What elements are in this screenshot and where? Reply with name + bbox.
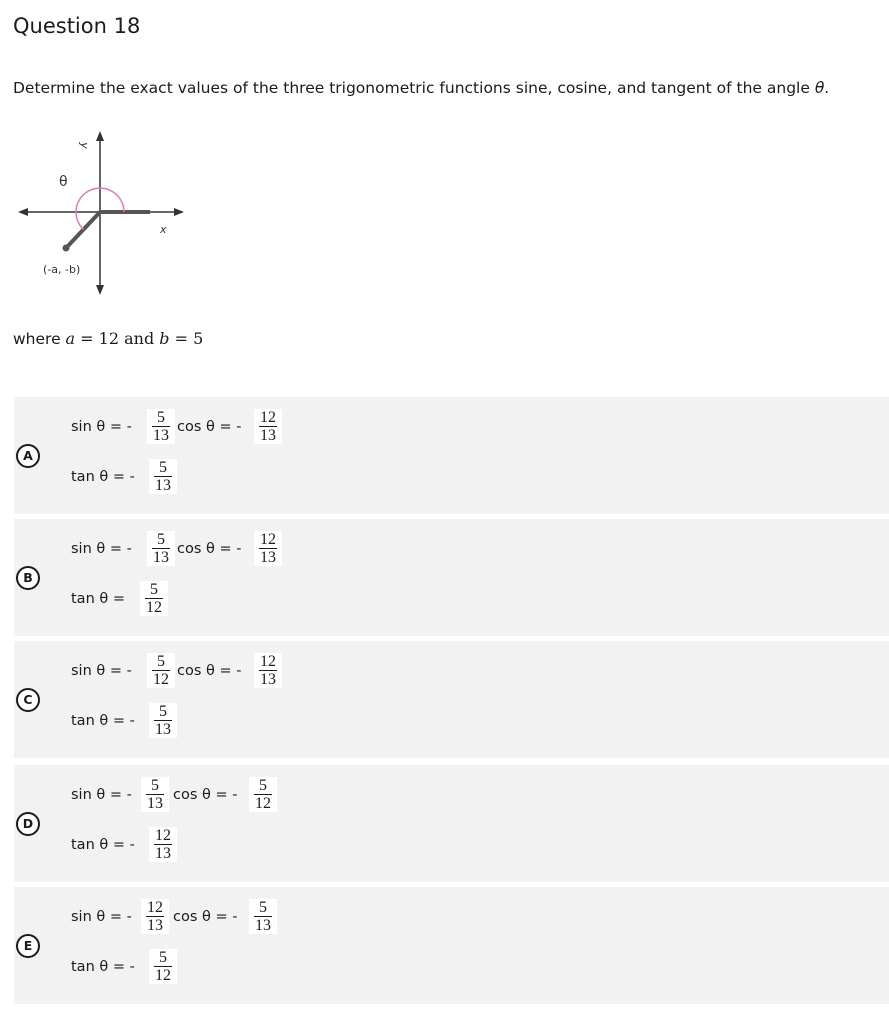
tan-fraction bbox=[149, 827, 177, 862]
y-axis-down-arrow-icon bbox=[96, 285, 104, 295]
cos-label: cos θ = - bbox=[177, 541, 242, 557]
sin-denominator: 13 bbox=[147, 795, 163, 812]
sin-denominator: 12 bbox=[153, 671, 169, 688]
sin-numerator: 5 bbox=[157, 653, 165, 670]
cos-numerator: 12 bbox=[260, 531, 276, 548]
sin-denominator: 13 bbox=[147, 917, 163, 934]
terminal-point bbox=[63, 245, 70, 252]
answer-option-a[interactable] bbox=[14, 397, 889, 514]
cos-label: cos θ = - bbox=[177, 663, 242, 679]
tan-fraction bbox=[149, 703, 177, 738]
cos-numerator: 12 bbox=[260, 409, 276, 426]
tan-label: tan θ = bbox=[71, 591, 125, 607]
cos-numerator: 5 bbox=[259, 777, 267, 794]
cos-label: cos θ = - bbox=[177, 419, 242, 435]
question-title: Question 18 bbox=[13, 14, 141, 38]
sin-numerator: 12 bbox=[147, 899, 163, 916]
a-variable: a bbox=[65, 329, 76, 348]
y-axis-label: y bbox=[77, 142, 91, 149]
cos-label: cos θ = - bbox=[173, 787, 238, 803]
tan-denominator: 13 bbox=[155, 845, 171, 862]
point-label: (-a, -b) bbox=[43, 263, 81, 276]
angle-figure bbox=[16, 128, 191, 300]
tan-numerator: 5 bbox=[159, 703, 167, 720]
tan-numerator: 5 bbox=[150, 581, 158, 598]
prompt-theta-symbol: θ bbox=[814, 79, 825, 97]
answer-option-e[interactable] bbox=[14, 887, 889, 1004]
answer-option-d[interactable] bbox=[14, 765, 889, 882]
sin-denominator: 13 bbox=[153, 427, 169, 444]
theta-label: θ bbox=[59, 174, 68, 190]
cos-fraction bbox=[249, 899, 277, 934]
option-letter-b[interactable]: B bbox=[16, 566, 40, 590]
tan-fraction bbox=[149, 949, 177, 984]
sin-numerator: 5 bbox=[157, 409, 165, 426]
cos-denominator: 13 bbox=[260, 671, 276, 688]
b-equation: = 5 bbox=[169, 329, 204, 348]
tan-label: tan θ = - bbox=[71, 837, 135, 853]
tan-denominator: 12 bbox=[155, 967, 171, 984]
option-letter-a[interactable]: A bbox=[16, 444, 40, 468]
x-axis-label: x bbox=[160, 223, 167, 236]
sin-label: sin θ = - bbox=[71, 787, 132, 803]
prompt-period: . bbox=[824, 79, 830, 97]
sin-fraction bbox=[147, 653, 175, 688]
cos-numerator: 12 bbox=[260, 653, 276, 670]
sin-label: sin θ = - bbox=[71, 541, 132, 557]
sin-numerator: 5 bbox=[157, 531, 165, 548]
b-variable: b bbox=[159, 329, 170, 348]
tan-denominator: 12 bbox=[146, 599, 162, 616]
tan-fraction bbox=[140, 581, 168, 616]
sin-label: sin θ = - bbox=[71, 909, 132, 925]
cos-fraction bbox=[254, 409, 282, 444]
tan-numerator: 5 bbox=[159, 459, 167, 476]
cos-denominator: 12 bbox=[255, 795, 271, 812]
sin-denominator: 13 bbox=[153, 549, 169, 566]
cos-numerator: 5 bbox=[259, 899, 267, 916]
tan-denominator: 13 bbox=[155, 477, 171, 494]
sin-fraction bbox=[147, 409, 175, 444]
sin-fraction bbox=[141, 899, 169, 934]
cos-denominator: 13 bbox=[260, 549, 276, 566]
question-prompt bbox=[13, 79, 829, 97]
cos-label: cos θ = - bbox=[173, 909, 238, 925]
cos-fraction bbox=[254, 531, 282, 566]
cos-fraction bbox=[254, 653, 282, 688]
cos-denominator: 13 bbox=[255, 917, 271, 934]
a-equation: = 12 and bbox=[75, 329, 160, 348]
sin-label: sin θ = - bbox=[71, 663, 132, 679]
option-letter-e[interactable]: E bbox=[16, 934, 40, 958]
tan-numerator: 12 bbox=[155, 827, 171, 844]
sin-fraction bbox=[141, 777, 169, 812]
option-letter-d[interactable]: D bbox=[16, 812, 40, 836]
tan-label: tan θ = - bbox=[71, 469, 135, 485]
x-axis-left-arrow-icon bbox=[18, 208, 28, 216]
answer-option-b[interactable] bbox=[14, 519, 889, 636]
given-values bbox=[13, 329, 203, 348]
y-axis-up-arrow-icon bbox=[96, 131, 104, 141]
cos-fraction bbox=[249, 777, 277, 812]
sin-label: sin θ = - bbox=[71, 419, 132, 435]
tan-denominator: 13 bbox=[155, 721, 171, 738]
sin-numerator: 5 bbox=[151, 777, 159, 794]
option-letter-c[interactable]: C bbox=[16, 688, 40, 712]
tan-label: tan θ = - bbox=[71, 713, 135, 729]
tan-numerator: 5 bbox=[159, 949, 167, 966]
x-axis-right-arrow-icon bbox=[174, 208, 184, 216]
where-word: where bbox=[13, 330, 61, 348]
tan-fraction bbox=[149, 459, 177, 494]
answer-option-c[interactable] bbox=[14, 641, 889, 758]
tan-label: tan θ = - bbox=[71, 959, 135, 975]
prompt-text: Determine the exact values of the three trigonometric functions sine, cosine, and tangent of the angle bbox=[13, 79, 810, 97]
cos-denominator: 13 bbox=[260, 427, 276, 444]
sin-fraction bbox=[147, 531, 175, 566]
